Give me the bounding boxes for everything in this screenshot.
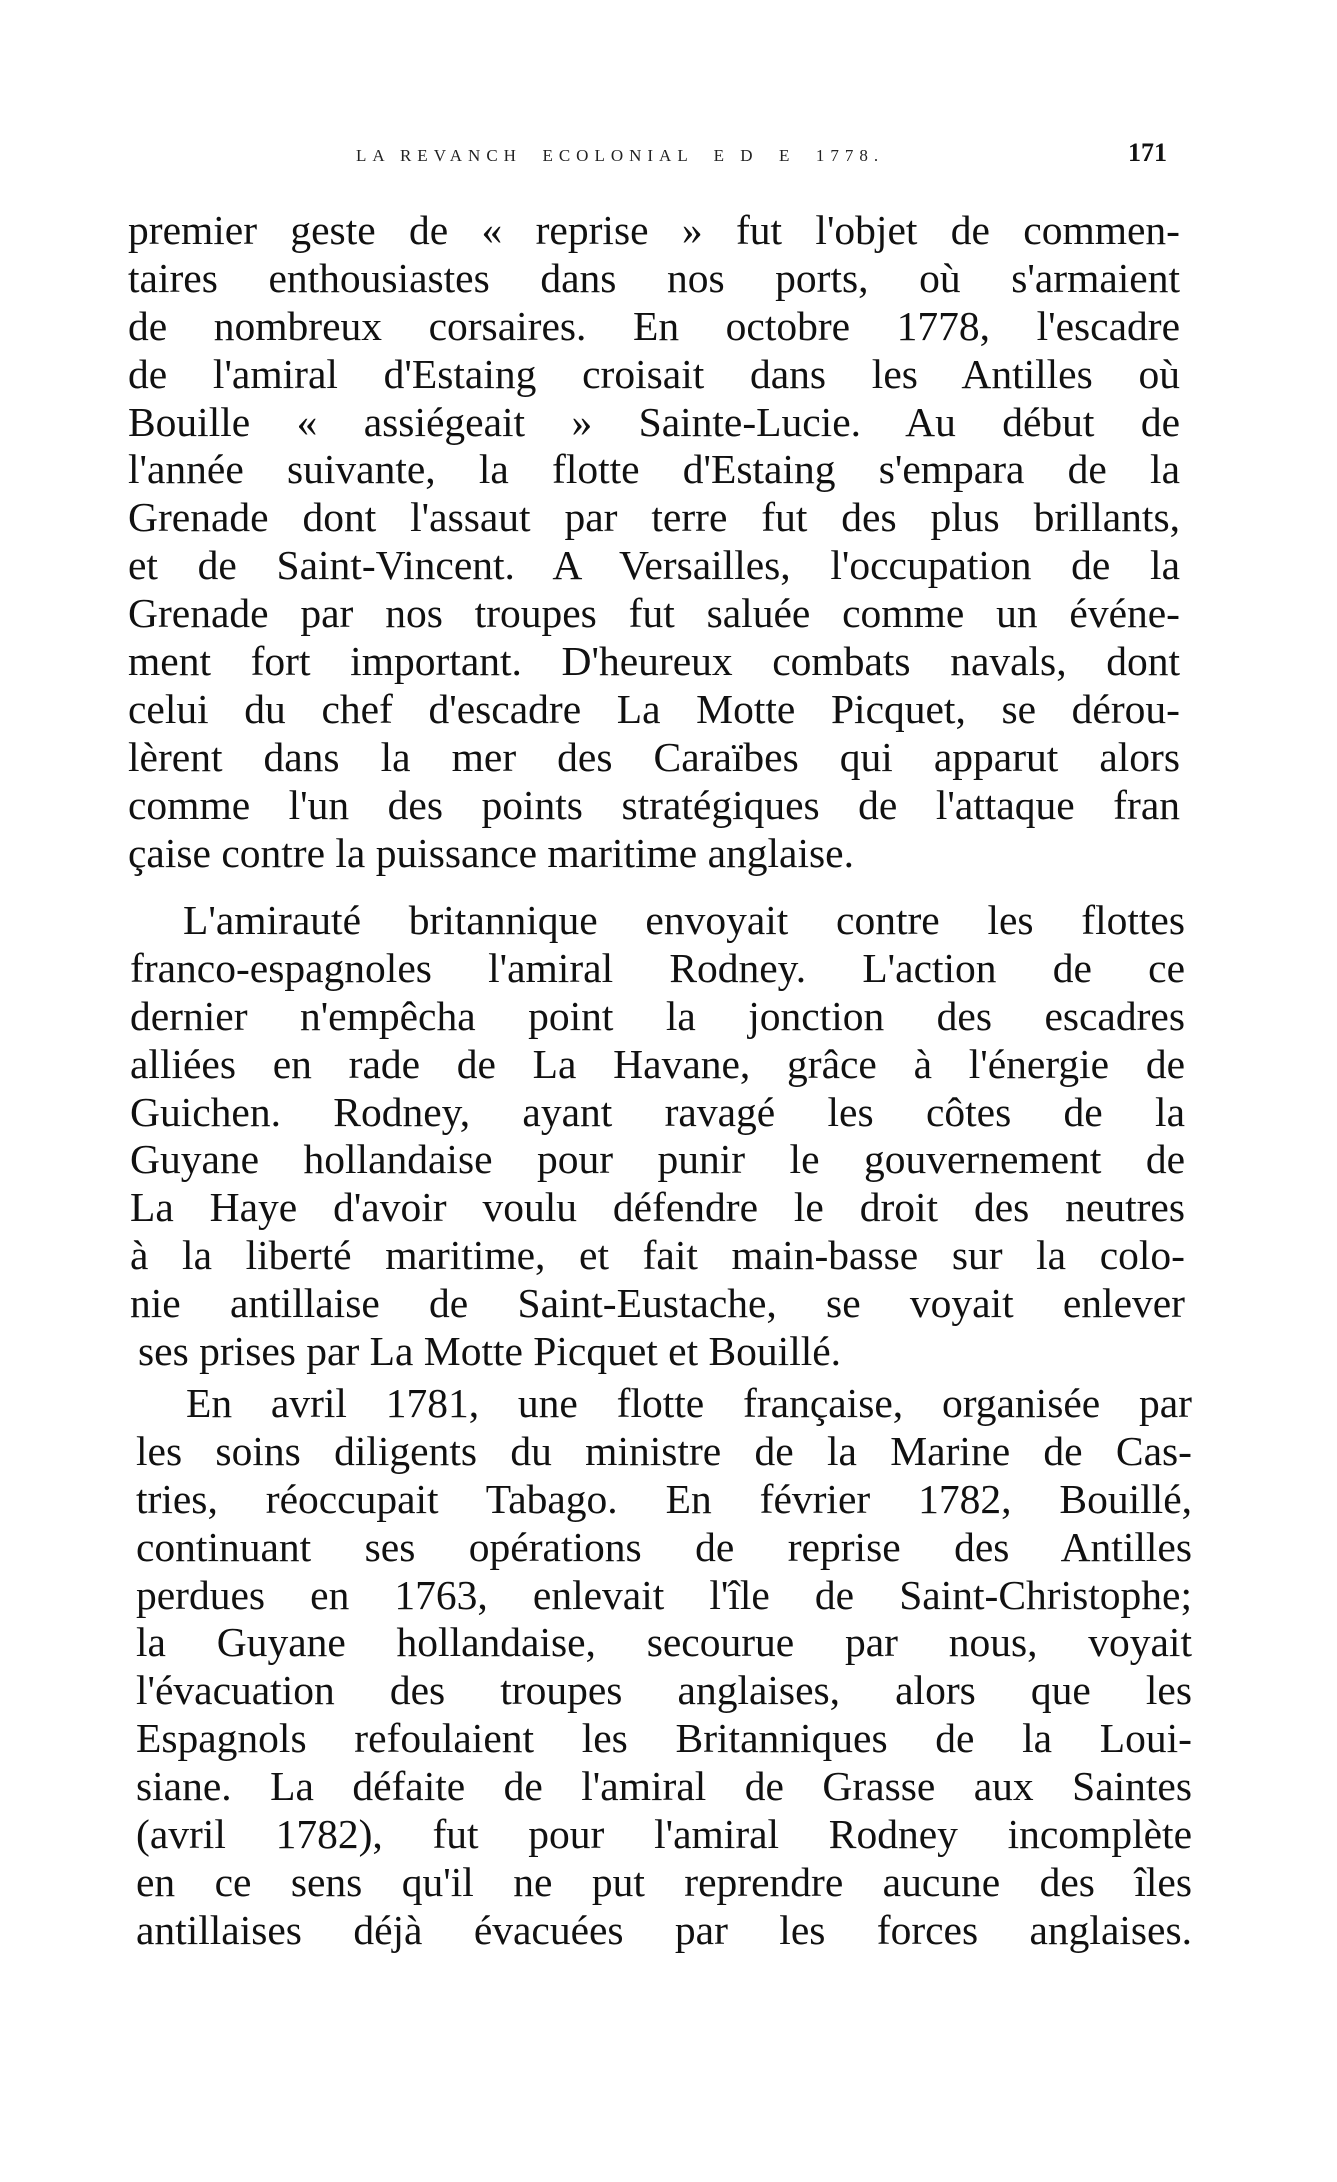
text-line: la Guyane hollandaise, secourue par nous, voyait [136, 1619, 1192, 1666]
text-line: à la liberté maritime, et fait main-basse sur la colo- [130, 1232, 1185, 1279]
text-line: lèrent dans la mer des Caraïbes qui apparut alors [128, 733, 1180, 780]
paragraph-1 [128, 207, 1180, 877]
text-line: Grenade par nos troupes fut saluée comme un événe- [128, 590, 1180, 637]
paragraph-3 [136, 1380, 1192, 1955]
text-line: ses prises par La Motte Picquet et Bouillé. [138, 1328, 842, 1375]
text-line: La Haye d'avoir voulu défendre le droit des neutres [130, 1184, 1185, 1231]
running-head: LA REVANCH ECOLONIAL E D E 1778. [356, 146, 885, 165]
paragraph-2 [130, 897, 1185, 1376]
text-line: les soins diligents du ministre de la Marine de Cas- [136, 1427, 1192, 1474]
text-line: dernier n'empêcha point la jonction des escadres [130, 992, 1185, 1039]
text-line: (avril 1782), fut pour l'amiral Rodney incomplète [136, 1811, 1192, 1858]
text-line: perdues en 1763, enlevait l'île de Saint-Christophe; [136, 1571, 1192, 1618]
text-line: premier geste de « reprise » fut l'objet de commen- [128, 207, 1180, 253]
text-line: Bouille « assiégeait » Sainte-Lucie. Au début de [128, 398, 1180, 445]
text-line: l'année suivante, la flotte d'Estaing s'empara de la [128, 446, 1180, 493]
text-line: siane. La défaite de l'amiral de Grasse aux Saintes [136, 1763, 1192, 1810]
text-line: çaise contre la puissance maritime anglaise. [128, 829, 854, 876]
text-line: taires enthousiastes dans nos ports, où s'armaient [128, 254, 1180, 301]
text-line: de nombreux corsaires. En octobre 1778, l'escadre [128, 302, 1180, 349]
text-line: nie antillaise de Saint-Eustache, se voyait enlever [130, 1280, 1185, 1327]
text-line: Espagnols refoulaient les Britanniques de la Loui- [136, 1715, 1192, 1762]
text-line: continuant ses opérations de reprise des Antilles [136, 1523, 1192, 1570]
text-line: L'amirauté britannique envoyait contre les flottes [183, 897, 1185, 943]
text-line: ment fort important. D'heureux combats navals, dont [128, 638, 1180, 685]
text-line: l'évacuation des troupes anglaises, alors que les [136, 1667, 1192, 1714]
text-line: et de Saint-Vincent. A Versailles, l'occupation de la [128, 542, 1180, 589]
text-line: Guichen. Rodney, ayant ravagé les côtes de la [130, 1088, 1185, 1135]
text-line: en ce sens qu'il ne put reprendre aucune des îles [136, 1858, 1192, 1905]
text-line: En avril 1781, une flotte française, organisée par [186, 1380, 1192, 1426]
text-line: Grenade dont l'assaut par terre fut des plus brillants, [128, 494, 1180, 541]
text-line: tries, réoccupait Tabago. En février 1782, Bouillé, [136, 1475, 1192, 1522]
text-line: alliées en rade de La Havane, grâce à l'énergie de [130, 1040, 1185, 1087]
text-line: celui du chef d'escadre La Motte Picquet, se dérou- [128, 685, 1180, 732]
text-line: antillaises déjà évacuées par les forces anglaises. [136, 1906, 1192, 1953]
text-line: franco-espagnoles l'amiral Rodney. L'action de ce [130, 944, 1185, 991]
text-line: Guyane hollandaise pour punir le gouvernement de [130, 1136, 1185, 1183]
text-line: de l'amiral d'Estaing croisait dans les Antilles où [128, 350, 1180, 397]
page-number: 171 [1128, 138, 1167, 167]
text-line: comme l'un des points stratégiques de l'attaque fran [128, 781, 1180, 828]
